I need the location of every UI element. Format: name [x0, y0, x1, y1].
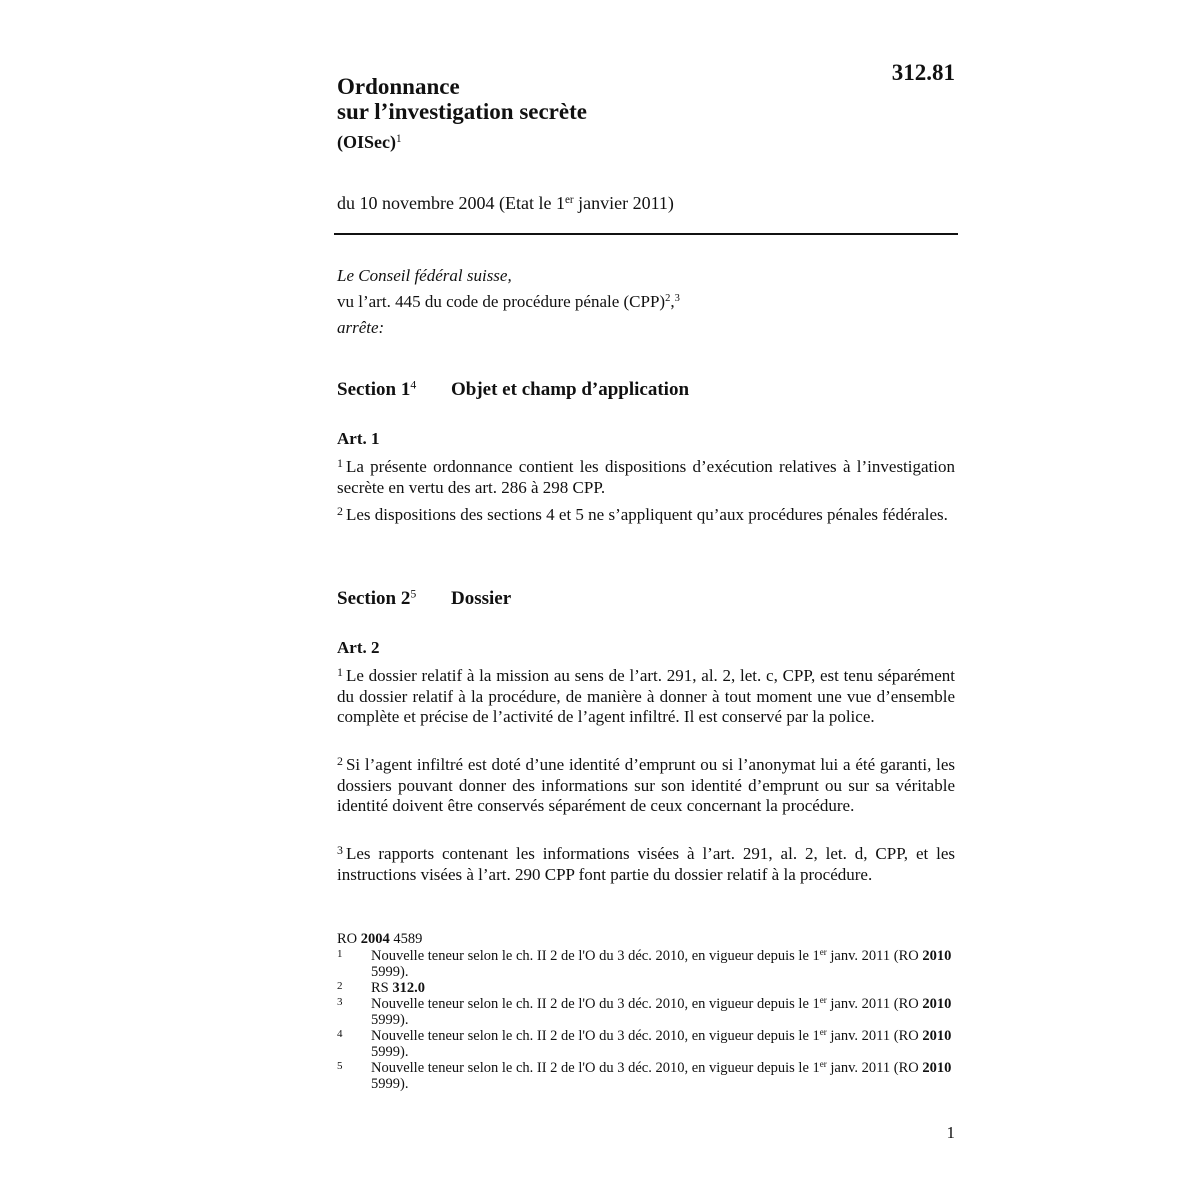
- abbreviation-text: (OISec): [337, 132, 396, 152]
- preamble-authority: Le Conseil fédéral suisse,: [337, 266, 512, 285]
- footnote-number: 4: [337, 1028, 343, 1040]
- section-number: Section $1^4$: [337, 378, 417, 400]
- document-date: [337, 193, 674, 214]
- footnote: [337, 1028, 955, 1060]
- paragraph-text: Les rapports contenant les informations visées à l’art. 291, al. 2, let. d, CPP, et les instructions visées à l’art. 290 CPP font partie du dossier relatif à la procédure.: [337, 844, 955, 884]
- paragraph-number: 2: [337, 753, 343, 768]
- document-abbreviation: [337, 132, 402, 153]
- footnote-ref[interactable]: 3: [674, 293, 680, 305]
- footnote-ref[interactable]: 2: [665, 293, 671, 305]
- date-ordinal: er: [564, 193, 574, 206]
- footnote-text: Nouvelle teneur selon le ch. II 2 de l'O du 3 déc. 2010, en vigueur depuis le 1er janv. 2011 (RO 2010 5999).: [371, 947, 952, 980]
- footnote-ref[interactable]: 4: [410, 378, 417, 392]
- paragraph-number: 2: [337, 503, 343, 518]
- preamble-basis: [337, 289, 680, 315]
- article-paragraph: [337, 755, 955, 817]
- footnote-text: Nouvelle teneur selon le ch. II 2 de l'O du 3 déc. 2010, en vigueur depuis le 1er janv. 2011 (RO 2010 5999).: [371, 1027, 952, 1060]
- article-paragraph: [337, 505, 955, 526]
- article-title: Art. 1: [337, 429, 380, 448]
- paragraph-number: 3: [337, 842, 343, 857]
- title-line-2: sur l’investigation secrète: [337, 99, 587, 124]
- paragraph-number: 1: [337, 664, 343, 679]
- footnote: [337, 996, 955, 1028]
- footnote-number: 5: [337, 1060, 343, 1072]
- footnote-text: Nouvelle teneur selon le ch. II 2 de l'O du 3 déc. 2010, en vigueur depuis le 1er janv. 2011 (RO 2010 5999).: [371, 995, 952, 1028]
- preamble: [337, 263, 680, 341]
- article-paragraph: [337, 844, 955, 885]
- footnote-number: 1: [337, 948, 343, 960]
- footnote-number: 2: [337, 980, 343, 992]
- date-prefix: du 10 novembre 2004 (Etat le 1: [337, 193, 565, 213]
- section-heading: [337, 588, 511, 610]
- header-rule: [334, 233, 958, 235]
- preamble-decree: arrête:: [337, 318, 385, 337]
- article-paragraph: [337, 457, 955, 498]
- sr-number: 312.81: [891, 60, 955, 85]
- page-number: 1: [946, 1123, 955, 1142]
- footnote-ref[interactable]: 1: [395, 132, 402, 145]
- paragraph-text: Si l’agent infiltré est doté d’une identité d’emprunt ou si l’anonymat lui a été garanti, les dossiers pouvant donner des informations sur son identité d’emprunt ou sur sa véritable identité doivent être conservés séparément de ceux concernant la procédure.: [337, 755, 955, 815]
- section-number: Section $2^5$: [337, 587, 417, 609]
- footnote-number: 3: [337, 996, 343, 1008]
- official-compilation-reference: RO 2004 4589: [337, 931, 423, 947]
- article-title: Art. 2: [337, 638, 380, 657]
- paragraph-number: 1: [337, 455, 343, 470]
- preamble-separator: ,: [670, 292, 675, 311]
- title-line-1: Ordonnance: [337, 74, 460, 99]
- article-paragraph: [337, 666, 955, 728]
- footnote-text: Nouvelle teneur selon le ch. II 2 de l'O du 3 déc. 2010, en vigueur depuis le 1er janv. 2011 (RO 2010 5999).: [371, 1059, 952, 1092]
- preamble-basis-text: vu l’art. 445 du code de procédure pénale (CPP): [337, 292, 666, 311]
- document-title: [337, 74, 587, 124]
- footnote: [337, 948, 955, 980]
- paragraph-text: La présente ordonnance contient les dispositions d’exécution relatives à l’investigation secrète en vertu des art. 286 à 298 CPP.: [337, 457, 955, 497]
- footnote: [337, 980, 955, 996]
- section-title: Dossier: [451, 588, 512, 609]
- footnote-text: RS 312.0: [371, 980, 425, 996]
- paragraph-text: Les dispositions des sections 4 et 5 ne s’appliquent qu’aux procédures pénales fédérales.: [345, 505, 948, 524]
- footnotes: [337, 948, 955, 1092]
- date-suffix: janvier 2011): [573, 193, 674, 213]
- footnote: [337, 1060, 955, 1092]
- footnote-ref[interactable]: 5: [410, 587, 417, 601]
- section-title: Objet et champ d’application: [451, 379, 690, 400]
- paragraph-text: Le dossier relatif à la mission au sens de l’art. 291, al. 2, let. c, CPP, est tenu séparément du dossier relatif à la procédure, de manière à donner à tout moment une vue d’ensemble complète et précise de l’activité de l’agent infiltré. Il est conservé par la police.: [337, 666, 955, 726]
- section-heading: [337, 379, 689, 401]
